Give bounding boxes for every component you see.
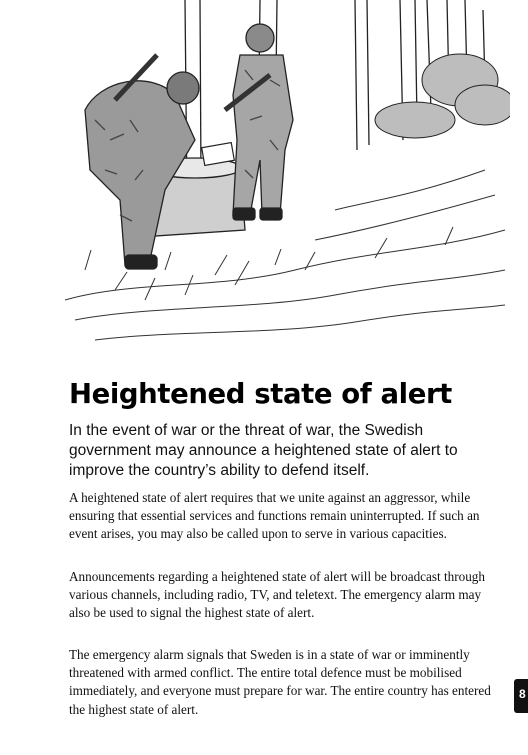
soldiers-forest-illustration bbox=[55, 0, 510, 362]
page-title: Heightened state of alert bbox=[69, 378, 452, 410]
body-paragraph-1: A heightened state of alert requires that we unite against an aggressor, while ensuring that essential services and functions remain uninterrupted. If such an event arises, you may also be called upon to serve in various capacities. bbox=[69, 490, 480, 542]
page-number-tab bbox=[514, 679, 528, 713]
page-number: 8 bbox=[519, 687, 526, 701]
lead-paragraph: In the event of war or the threat of war, the Swedish government may announce a heightened state of alert to improve the country’s ability to defend itself. bbox=[69, 422, 458, 479]
bushes bbox=[375, 54, 510, 138]
body-paragraph-2: Announcements regarding a heightened state of alert will be broadcast through various channels, including radio, TV, and teletext. The emergency alarm may also be used to signal the highest state of alert. bbox=[69, 569, 485, 621]
body-paragraph-3: The emergency alarm signals that Sweden is in a state of war or imminently threatened with armed conflict. The entire total defence must be mobilised immediately, and everyone must prepare for war. The entire country has entered the highest state of alert. bbox=[69, 647, 491, 717]
kneeling-soldier bbox=[85, 55, 199, 269]
